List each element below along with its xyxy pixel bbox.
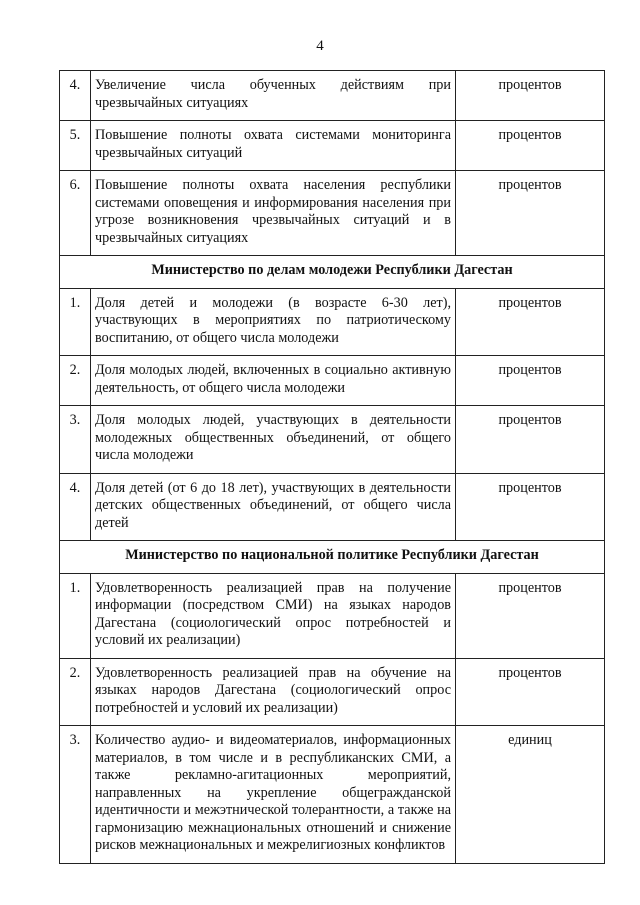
row-unit: процентов (456, 121, 605, 171)
row-description: Доля детей (от 6 до 18 лет), участвующих в деятельности детских общественных объединений, от общего числа детей (91, 473, 456, 541)
row-description: Доля детей и молодежи (в возрасте 6-30 лет), участвующих в мероприятиях по патриотическому воспитанию, от общего числа молодежи (91, 288, 456, 356)
row-description: Доля молодых людей, участвующих в деятельности молодежных общественных объединений, от общего числа молодежи (91, 406, 456, 474)
row-description: Удовлетворенность реализацией прав на обучение на языках народов Дагестана (социологический опрос потребностей и условий их реализации) (91, 658, 456, 726)
section-title: Министерство по национальной политике Республики Дагестан (60, 541, 605, 574)
row-description: Повышение полноты охвата населения республики системами оповещения и информирования населения при угрозе возникновения чрезвычайных ситуаций и в чрезвычайных ситуациях (91, 171, 456, 256)
row-number: 1. (60, 288, 91, 356)
section-header-row (60, 256, 605, 289)
row-description: Доля молодых людей, включенных в социально активную деятельность, от общего числа молодежи (91, 356, 456, 406)
row-unit: процентов (456, 406, 605, 474)
table-row (60, 171, 605, 256)
row-number: 3. (60, 726, 91, 864)
row-unit: процентов (456, 473, 605, 541)
row-unit: процентов (456, 658, 605, 726)
row-unit: процентов (456, 356, 605, 406)
row-unit: процентов (456, 288, 605, 356)
row-number: 3. (60, 406, 91, 474)
table-row (60, 288, 605, 356)
section-header-row (60, 541, 605, 574)
table-row (60, 726, 605, 864)
row-number: 5. (60, 121, 91, 171)
table-row (60, 658, 605, 726)
table-row (60, 71, 605, 121)
table-row (60, 121, 605, 171)
row-number: 1. (60, 573, 91, 658)
row-number: 4. (60, 71, 91, 121)
row-number: 6. (60, 171, 91, 256)
page-number: 4 (316, 38, 324, 54)
row-description: Количество аудио- и видеоматериалов, информационных материалов, в том числе и в республиканских СМИ, а также рекламно-агитационных мероприятий, направленных на укрепление общегражданской идентичности и межэтнической толерантности, а также на гармонизацию межнациональных отношений и снижение рисков межнациональных и межрелигиозных конфликтов (91, 726, 456, 864)
table-row (60, 573, 605, 658)
row-unit: процентов (456, 71, 605, 121)
row-number: 4. (60, 473, 91, 541)
table-row (60, 356, 605, 406)
row-description: Увеличение числа обученных действиям при чрезвычайных ситуациях (91, 71, 456, 121)
row-unit: процентов (456, 171, 605, 256)
table-row (60, 406, 605, 474)
row-description: Повышение полноты охвата системами мониторинга чрезвычайных ситуаций (91, 121, 456, 171)
section-title: Министерство по делам молодежи Республики Дагестан (60, 256, 605, 289)
row-unit: процентов (456, 573, 605, 658)
row-number: 2. (60, 658, 91, 726)
row-unit: единиц (456, 726, 605, 864)
indicators-table (59, 70, 605, 864)
row-number: 2. (60, 356, 91, 406)
table-row (60, 473, 605, 541)
row-description: Удовлетворенность реализацией прав на получение информации (посредством СМИ) на языках народов Дагестана (социологический опрос потребностей и условий их реализации) (91, 573, 456, 658)
